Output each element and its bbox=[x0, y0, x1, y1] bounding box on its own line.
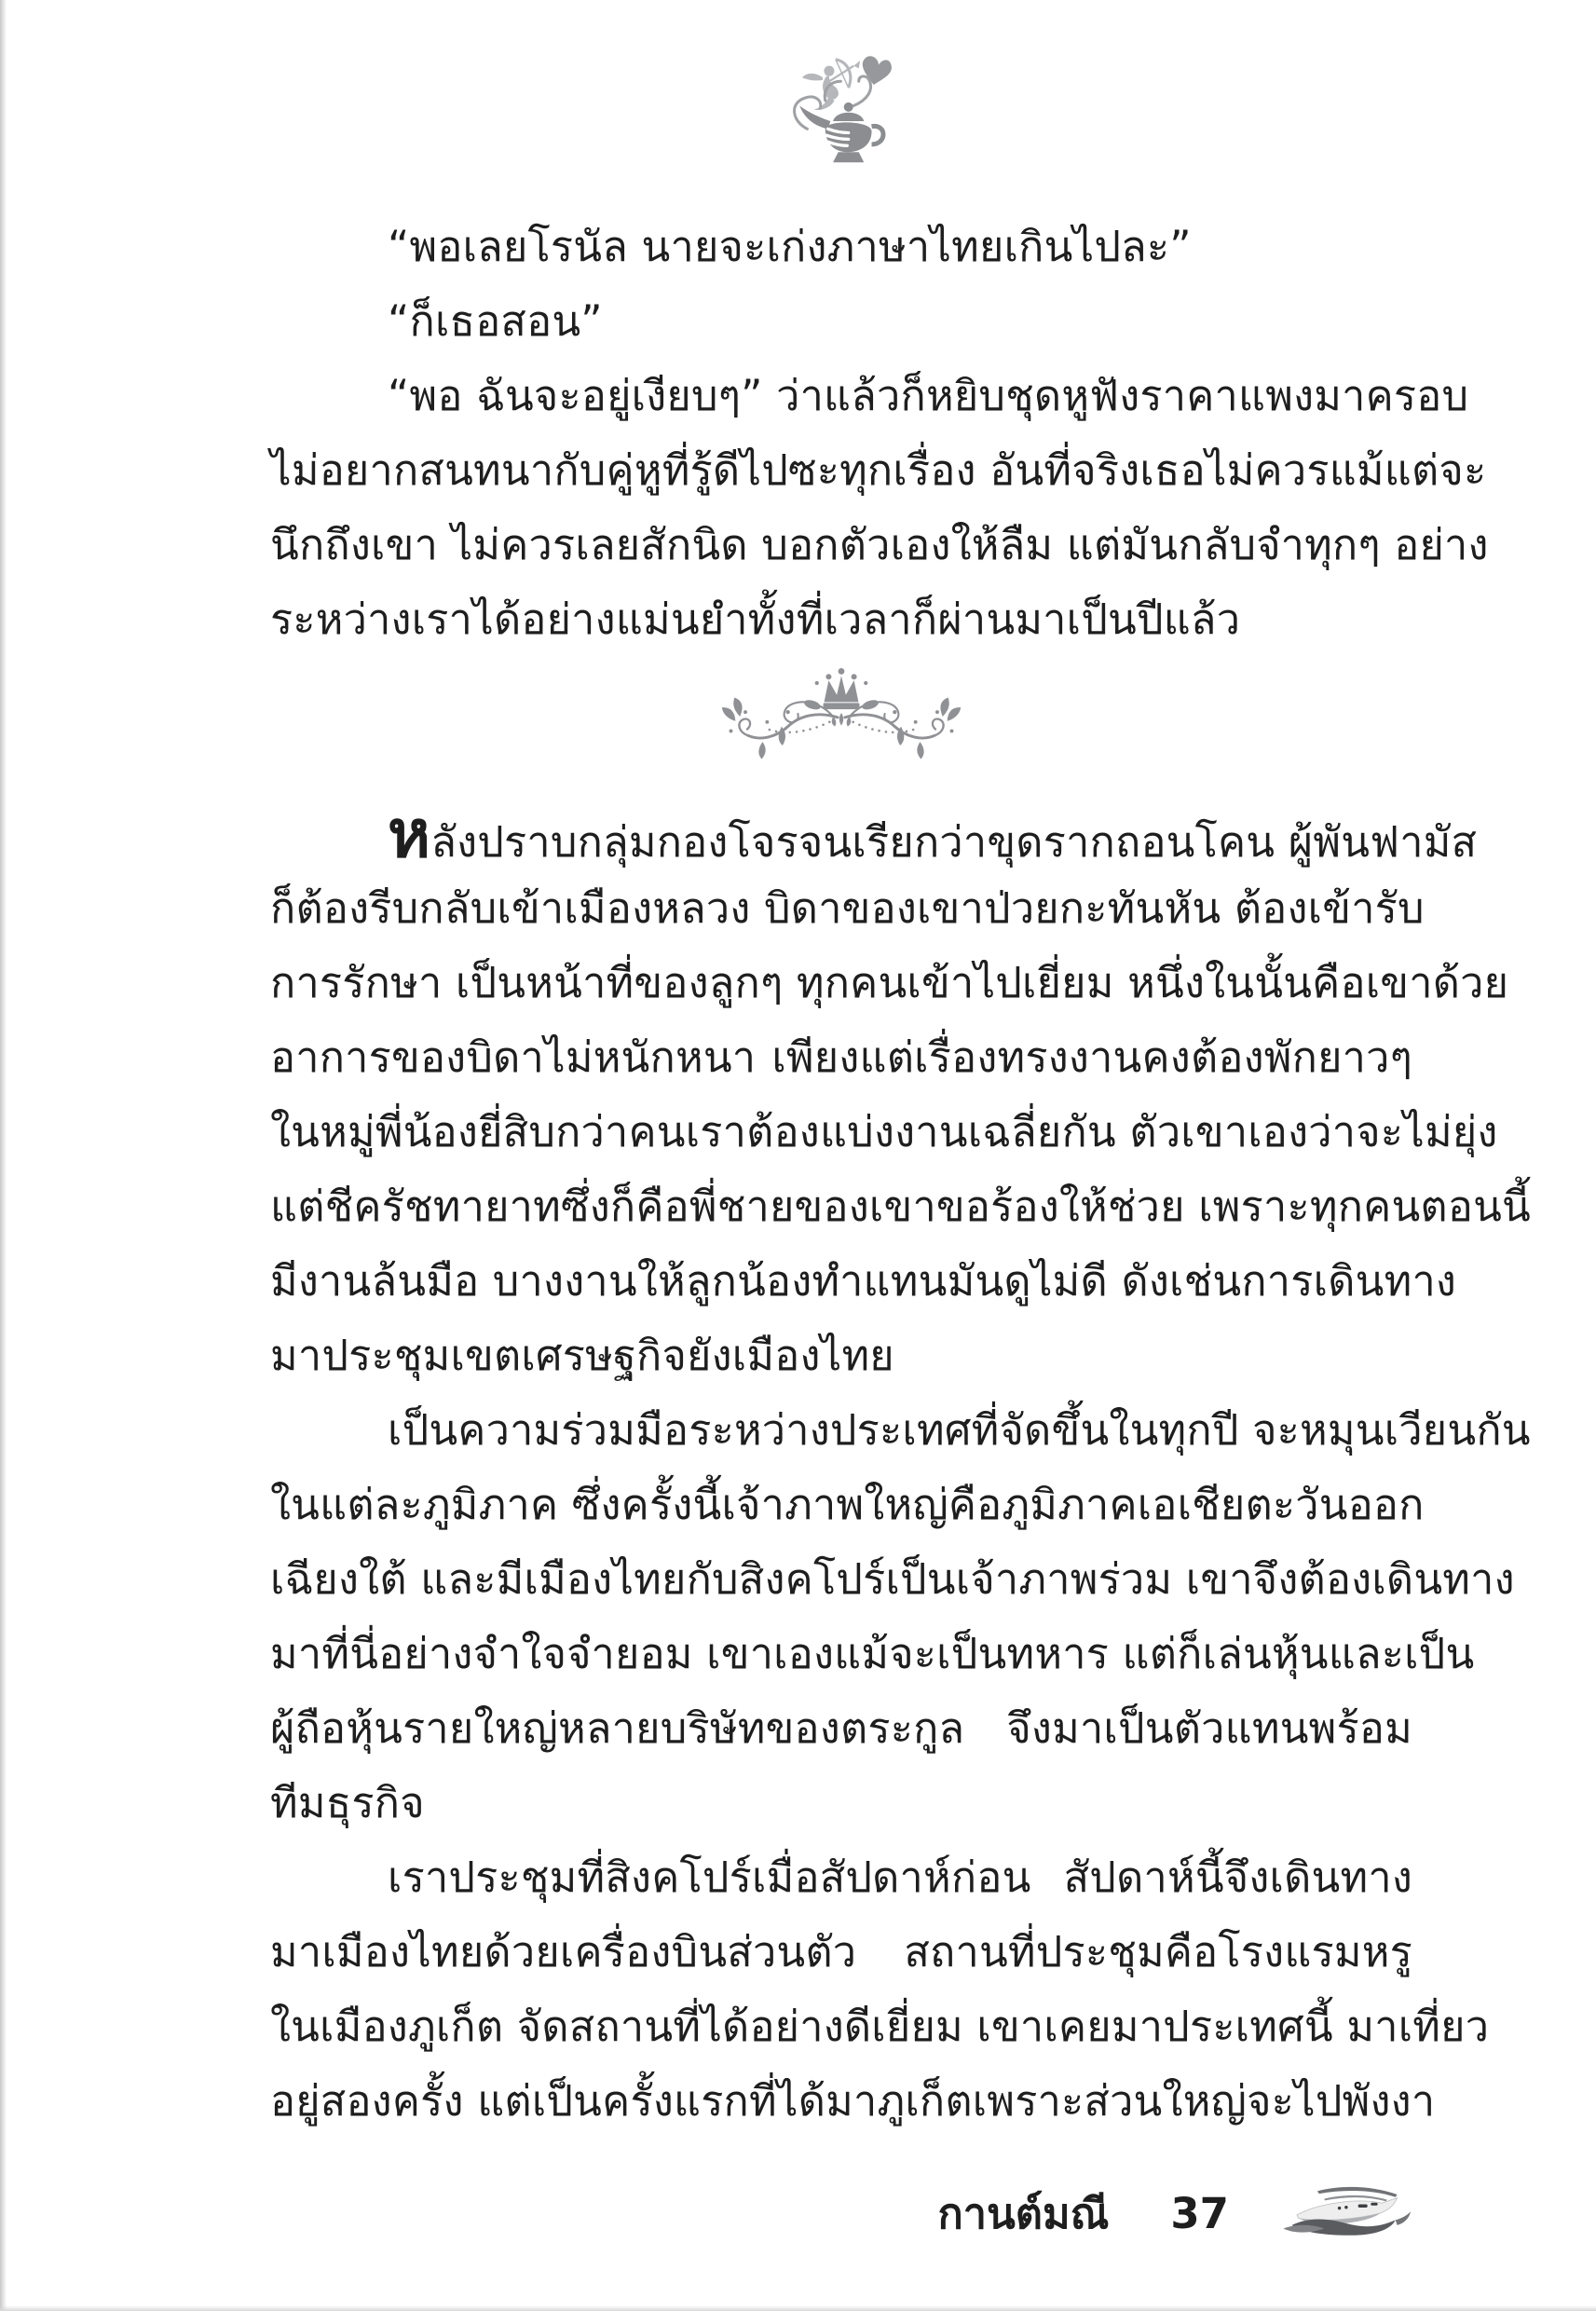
genie-lamp-cupid-icon bbox=[769, 48, 910, 177]
text-line: ก็ต้องรีบกลับเข้าเมืองหลวง บิดาของเขาป่วยกะทันหัน ต้องเข้ารับ bbox=[270, 883, 1425, 933]
drop-cap: ห bbox=[388, 796, 431, 872]
text-line: มาที่นี่อย่างจำใจจำยอม เขาเองแม้จะเป็นทหาร แต่ก็เล่นหุ้นและเป็น bbox=[270, 1629, 1475, 1678]
text-line: “พอเลยโรนัล นายจะเก่งภาษาไทยเกินไปละ” bbox=[388, 222, 1192, 271]
page-edge-shadow-bottom bbox=[0, 2305, 1596, 2311]
text-line: ในแต่ละภูมิภาค ซึ่งครั้งนี้เจ้าภาพใหญ่คือภูมิภาคเอเชียตะวันออก bbox=[270, 1480, 1425, 1529]
text-line: ไม่อยากสนทนากับคู่หูที่รู้ดีไปซะทุกเรื่อง อันที่จริงเธอไม่ควรแม้แต่จะ bbox=[270, 445, 1487, 495]
narrative-section bbox=[270, 796, 1531, 2139]
text-line: การรักษา เป็นหน้าที่ของลูกๆ ทุกคนเข้าไปเยี่ยม หนึ่งในนั้นคือเขาด้วย bbox=[270, 958, 1509, 1007]
page-footer bbox=[270, 2177, 1412, 2251]
page-number: 37 bbox=[1170, 2189, 1229, 2238]
text-line: ทีมธุรกิจ bbox=[270, 1778, 425, 1827]
text-line-rest: ลังปราบกลุ่มกองโจรจนเรียกว่าขุดรากถอนโคน ผู้พันฟามัส bbox=[430, 817, 1478, 867]
text-line: ระหว่างเราได้อย่างแม่นยำทั้งที่เวลาก็ผ่านมาเป็นปีแล้ว bbox=[270, 595, 1241, 644]
text-line: มาประชุมเขตเศรษฐกิจยังเมืองไทย bbox=[270, 1331, 894, 1380]
text-line: อยู่สองครั้ง แต่เป็นครั้งแรกที่ได้มาภูเก็ตเพราะส่วนใหญ่จะไปพังงา bbox=[270, 2076, 1436, 2126]
text-line: เป็นความร่วมมือระหว่างประเทศที่จัดขึ้นในทุกปี จะหมุนเวียนกัน bbox=[388, 1405, 1531, 1455]
text-line: เราประชุมที่สิงคโปร์เมื่อสัปดาห์ก่อน สัปดาห์นี้จึงเดินทาง bbox=[388, 1853, 1412, 1902]
yacht-icon bbox=[1268, 2182, 1412, 2246]
text-line bbox=[270, 796, 1478, 872]
text-line: เฉียงใต้ และมีเมืองไทยกับสิงคโปร์เป็นเจ้าภาพร่วม เขาจึงต้องเดินทาง bbox=[270, 1554, 1515, 1604]
text-line: “ก็เธอสอน” bbox=[388, 296, 603, 346]
crown-flourish-icon bbox=[715, 660, 968, 773]
text-line: ในเมืองภูเก็ต จัดสถานที่ได้อย่างดีเยี่ยม เขาเคยมาประเทศนี้ มาเที่ยว bbox=[270, 2002, 1490, 2051]
text-line: อาการของบิดาไม่หนักหนา เพียงแต่เรื่องทรงงานคงต้องพักยาวๆ bbox=[270, 1032, 1412, 1082]
text-line: ในหมู่พี่น้องยี่สิบกว่าคนเราต้องแบ่งงานเฉลี่ยกัน ตัวเขาเองว่าจะไม่ยุ่ง bbox=[270, 1107, 1498, 1156]
page-edge-shadow-left bbox=[0, 0, 7, 2311]
text-line: นึกถึงเขา ไม่ควรเลยสักนิด บอกตัวเองให้ลืม แต่มันกลับจำทุกๆ อย่าง bbox=[270, 520, 1489, 569]
text-line: “พอ ฉันจะอยู่เงียบๆ” ว่าแล้วก็หยิบชุดหูฟังราคาแพงมาครอบ bbox=[388, 371, 1469, 420]
dialogue-section bbox=[270, 210, 1489, 657]
text-line: มีงานล้นมือ บางงานให้ลูกน้องทำแทนมันดูไม่ดี ดังเช่นการเดินทาง bbox=[270, 1256, 1457, 1306]
text-line: มาเมืองไทยด้วยเครื่องบินส่วนตัว สถานที่ประชุมคือโรงแรมหรู bbox=[270, 1927, 1412, 1976]
text-line: แต่ชีครัชทายาทซึ่งก็คือพี่ชายของเขาขอร้องให้ช่วย เพราะทุกคนตอนนี้ bbox=[270, 1182, 1531, 1231]
text-line: ผู้ถือหุ้นรายใหญ่หลายบริษัทของตระกูล จึงมาเป็นตัวแทนพร้อม bbox=[270, 1703, 1412, 1753]
footer-book-title: กานต์มณี bbox=[937, 2189, 1110, 2238]
